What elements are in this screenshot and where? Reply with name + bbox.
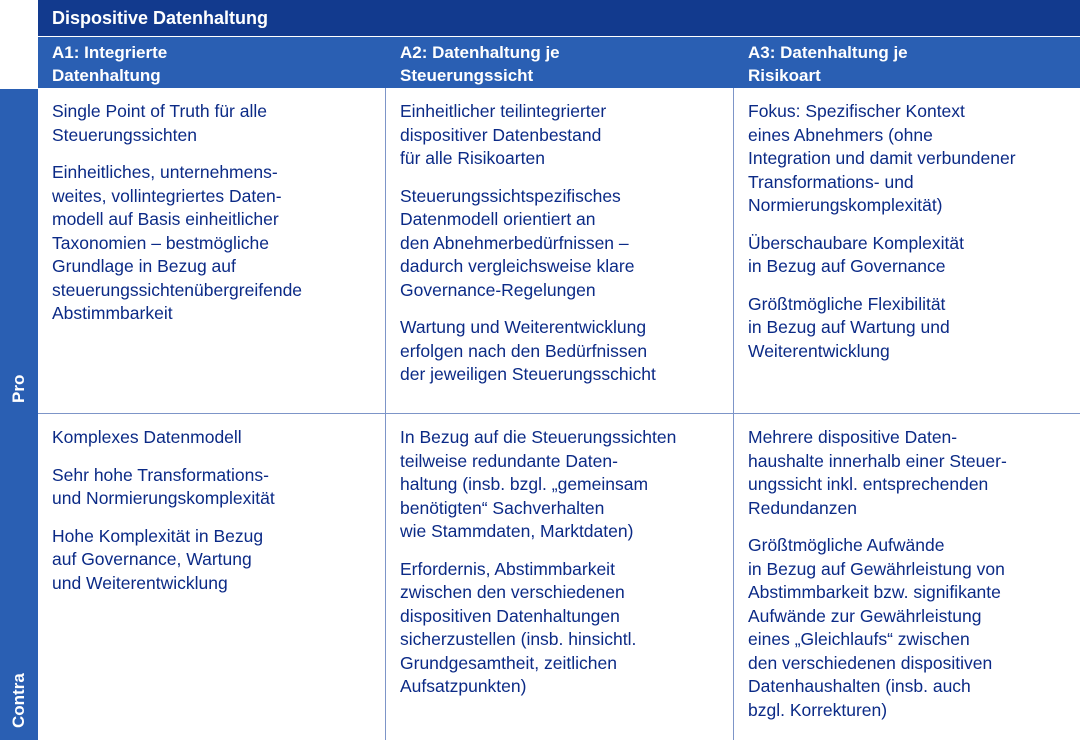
cell-pro-a1	[38, 88, 385, 413]
cell-text: Mehrere dispositive Daten- haushalte innerhalb einer Steuer- ungssicht inkl. entsprechenden Redundanzen	[748, 427, 1007, 518]
cell-text: Einheitlicher teilintegrierter dispositiver Datenbestand für alle Risikoarten	[400, 101, 607, 168]
comparison-grid	[38, 88, 1080, 740]
cell-text: Hohe Komplexität in Bezug auf Governance, Wartung und Weiterentwicklung	[52, 525, 264, 593]
cell-text: Einheitliches, unternehmens- weites, vollintegriertes Daten- modell auf Basis einheitlicher Taxonomien – bestmögliche Grundlage in Bezug auf steuerungssichtenübergreifende Abstimmbarkeit	[52, 162, 303, 323]
column-header-a1: A1: Integrierte Datenhaltung	[52, 43, 168, 85]
cell-contra-a2	[386, 414, 733, 740]
cell-text: Sehr hohe Transformations- und Normierungskomplexität	[52, 464, 275, 508]
cell-text: Überschaubare Komplexität in Bezug auf Governance	[748, 232, 964, 276]
cell-text: Größtmögliche Flexibilität in Bezug auf Wartung und Weiterentwicklung	[748, 293, 950, 361]
row-label-pro-text: Pro	[9, 374, 28, 403]
cell-text: Erfordernis, Abstimmbarkeit zwischen den verschiedenen dispositiven Datenhaltungen sicherzustellen (insb. hinsichtl. Grundgesamtheit, zeitlichen Aufsatzpunkten)	[400, 558, 637, 696]
row-label-pro	[0, 89, 38, 413]
cell-text: Komplexes Datenmodell	[52, 427, 242, 447]
cell-pro-a2	[386, 88, 733, 413]
row-label-contra-text: Contra	[9, 673, 28, 728]
cell-text: In Bezug auf die Steuerungssichten teilweise redundante Daten- haltung (insb. bzgl. „gemeinsam benötigten“ Sachverhalten wie Stammdaten, Marktdaten)	[400, 427, 677, 541]
cell-text: Wartung und Weiterentwicklung erfolgen nach den Bedürfnissen der jeweiligen Steuerungsschicht	[400, 317, 656, 384]
cell-pro-a3	[734, 88, 1080, 413]
cell-contra-a1	[38, 414, 385, 740]
table-title: Dispositive Datenhaltung	[38, 0, 1080, 36]
cell-text: Fokus: Spezifischer Kontext eines Abnehmers (ohne Integration und damit verbundener Transformations- und Normierungskomplexität)	[748, 101, 1016, 215]
column-header-a2: A2: Datenhaltung je Steuerungssicht	[400, 43, 560, 85]
row-label-contra	[0, 414, 38, 740]
column-header-a3: A3: Datenhaltung je Risikoart	[748, 43, 908, 85]
column-header-row	[38, 37, 1080, 88]
cell-text: Steuerungssichtspezifisches Datenmodell orientiert an den Abnehmerbedürfnissen – dadurch vergleichsweise klare Governance-Regelungen	[400, 185, 635, 300]
cell-text: Single Point of Truth für alle Steuerungssichten	[52, 101, 267, 145]
cell-contra-a3	[734, 414, 1080, 740]
cell-text: Größtmögliche Aufwände in Bezug auf Gewährleistung von Abstimmbarkeit bzw. signifikante Aufwände zur Gewährleistung eines „Gleichlaufs“ zwischen den verschiedenen dispositiven Datenhaushalten (insb. auch bzgl. Korrekturen)	[748, 535, 1005, 720]
